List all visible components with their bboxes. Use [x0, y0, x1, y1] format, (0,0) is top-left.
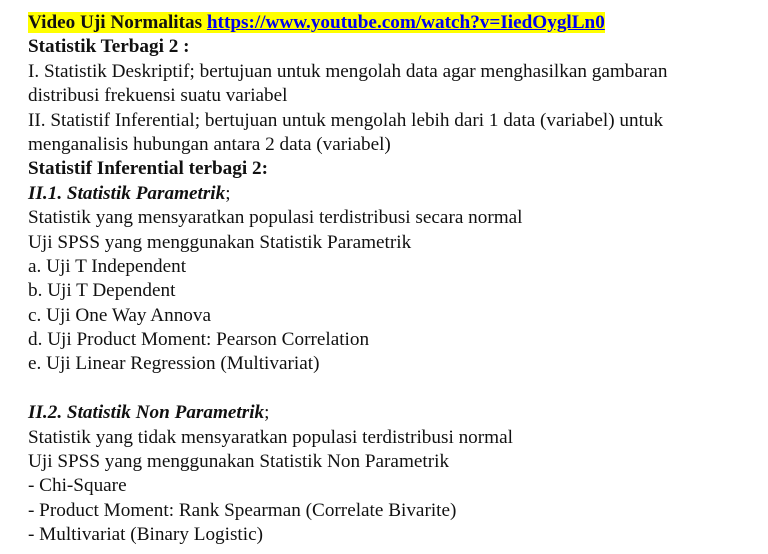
nonparametric-intro: Uji SPSS yang menggunakan Statistik Non Parametrik [28, 451, 450, 473]
nonparametric-heading [28, 401, 763, 425]
parametric-heading [28, 182, 763, 206]
nonparametric-title: II.2. Statistik Non Parametrik [28, 402, 265, 424]
section2-heading: Statistif Inferential terbagi 2: [28, 158, 268, 180]
parametric-title-suffix: ; [225, 182, 231, 204]
document-body [28, 11, 763, 548]
inferential-item-cont: menganalisis hubungan antara 2 data (variabel) [28, 133, 391, 155]
deskriptif-item: I. Statistik Deskriptif; bertujuan untuk mengolah data agar menghasilkan gambaran [28, 60, 668, 82]
list-item: d. Uji Product Moment: Pearson Correlation [28, 329, 370, 351]
list-item: c. Uji One Way Annova [28, 304, 212, 326]
inferential-item: II. Statistif Inferential; bertujuan untuk mengolah lebih dari 1 data (variabel) untuk [28, 109, 664, 131]
section1-heading: Statistik Terbagi 2 : [28, 36, 190, 58]
list-item: - Product Moment: Rank Spearman (Correlate Bivarite) [28, 499, 457, 521]
youtube-link[interactable]: https://www.youtube.com/watch?v=IiedOyglLn0 [206, 12, 605, 33]
deskriptif-item-cont: distribusi frekuensi suatu variabel [28, 85, 288, 107]
spacer [28, 377, 763, 401]
nonparametric-desc: Statistik yang tidak mensyaratkan populasi terdistribusi normal [28, 426, 513, 448]
highlighted-header [28, 12, 605, 33]
parametric-desc: Statistik yang mensyaratkan populasi terdistribusi secara normal [28, 207, 523, 229]
list-item: a. Uji T Independent [28, 255, 187, 277]
list-item: b. Uji T Dependent [28, 280, 176, 302]
list-item: - Chi-Square [28, 475, 127, 497]
list-item: e. Uji Linear Regression (Multivariat) [28, 353, 320, 375]
parametric-intro: Uji SPSS yang menggunakan Statistik Parametrik [28, 231, 412, 253]
list-item: - Multivariat (Binary Logistic) [28, 524, 263, 546]
parametric-title: II.1. Statistik Parametrik [28, 182, 226, 204]
nonparametric-title-suffix: ; [264, 402, 270, 424]
video-title: Video Uji Normalitas [28, 12, 203, 33]
header-line [28, 11, 763, 35]
